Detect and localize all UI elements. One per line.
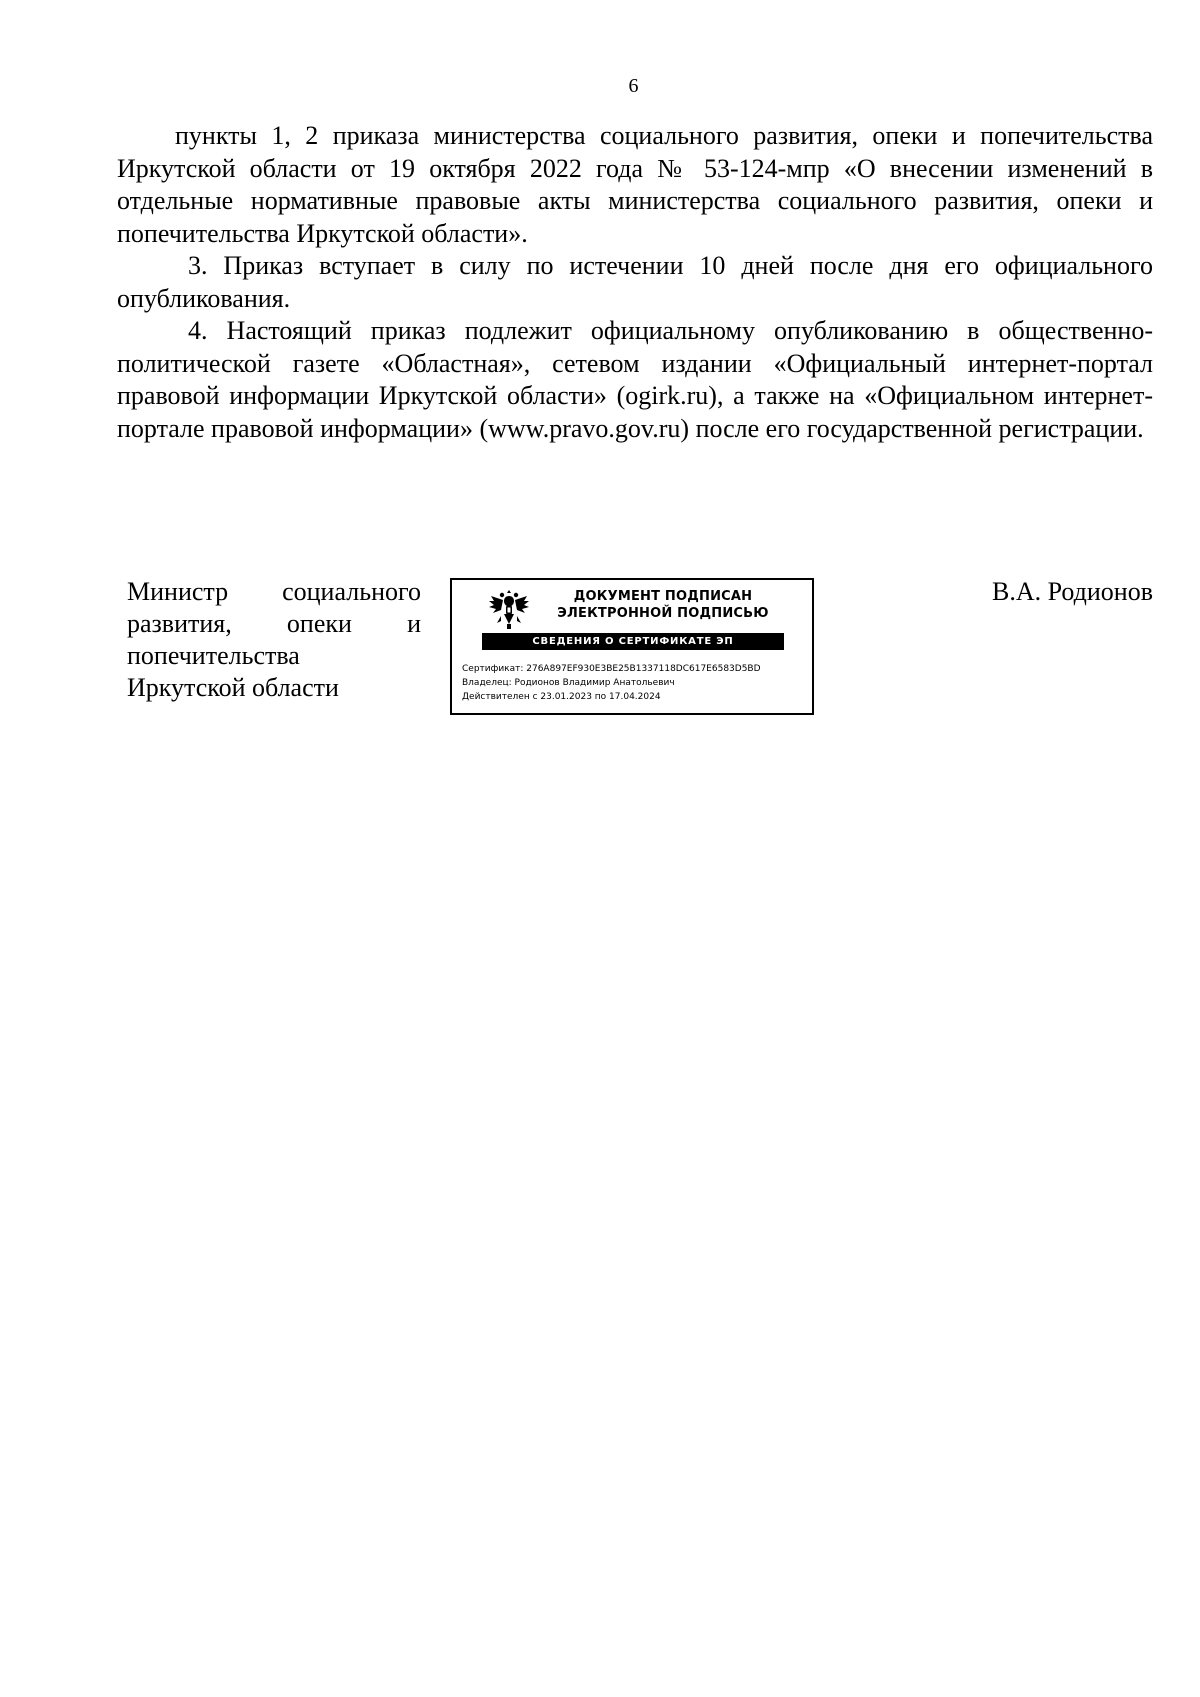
page-number: 6 [628, 75, 639, 97]
position-word: и [407, 609, 421, 638]
position-word: социального [282, 577, 421, 606]
certificate-details [462, 662, 761, 704]
certificate-number: Сертификат: 276A897EF930E3BE25B1337118DC617E6583D5BD [462, 664, 761, 674]
position-word: опеки [286, 609, 352, 638]
paragraph-4: 4. Настоящий приказ подлежит официальному опубликованию в общественно-политической газете «Областная», сетевом издании «Официальный интернет-портал правовой информации Иркутской области» (ogirk.ru), а также на «Официальном интернет-портале правовой информации» (www.pravo.gov.ru) после его государственной регистрации. [117, 316, 1153, 443]
position-word: развития, [127, 609, 232, 638]
paragraph-continuation: пункты 1, 2 приказа министерства социального развития, опеки и попечительства Иркутской области от 19 октября 2022 года № 53-124-мпр «О внесении изменений в отдельные нормативные правовые акты министерства социального развития, опеки и попечительства Иркутской области». [117, 121, 1153, 248]
position-word: Министр [127, 577, 229, 606]
position-line-3: попечительства [127, 641, 300, 670]
position-line-1 [127, 576, 421, 608]
electronic-signature-stamp [450, 578, 814, 715]
signatory-position [127, 576, 421, 704]
signer-name: В.А. Родионов [991, 577, 1153, 606]
russian-coat-of-arms-icon [486, 586, 532, 632]
stamp-title [548, 588, 778, 622]
stamp-title-line-1: ДОКУМЕНТ ПОДПИСАН [573, 589, 753, 604]
certificate-header-bar: СВЕДЕНИЯ О СЕРТИФИКАТЕ ЭП [482, 633, 784, 650]
paragraph-3: 3. Приказ вступает в силу по истечении 10 дней после дня его официального опубликования. [117, 251, 1153, 313]
position-line-2 [127, 608, 421, 640]
document-body [117, 120, 1153, 445]
position-line-4: Иркутской области [127, 673, 339, 702]
certificate-validity: Действителен с 23.01.2023 по 17.04.2024 [462, 692, 661, 702]
stamp-title-line-2: ЭЛЕКТРОННОЙ ПОДПИСЬЮ [557, 606, 769, 621]
certificate-owner: Владелец: Родионов Владимир Анатольевич [462, 678, 675, 688]
